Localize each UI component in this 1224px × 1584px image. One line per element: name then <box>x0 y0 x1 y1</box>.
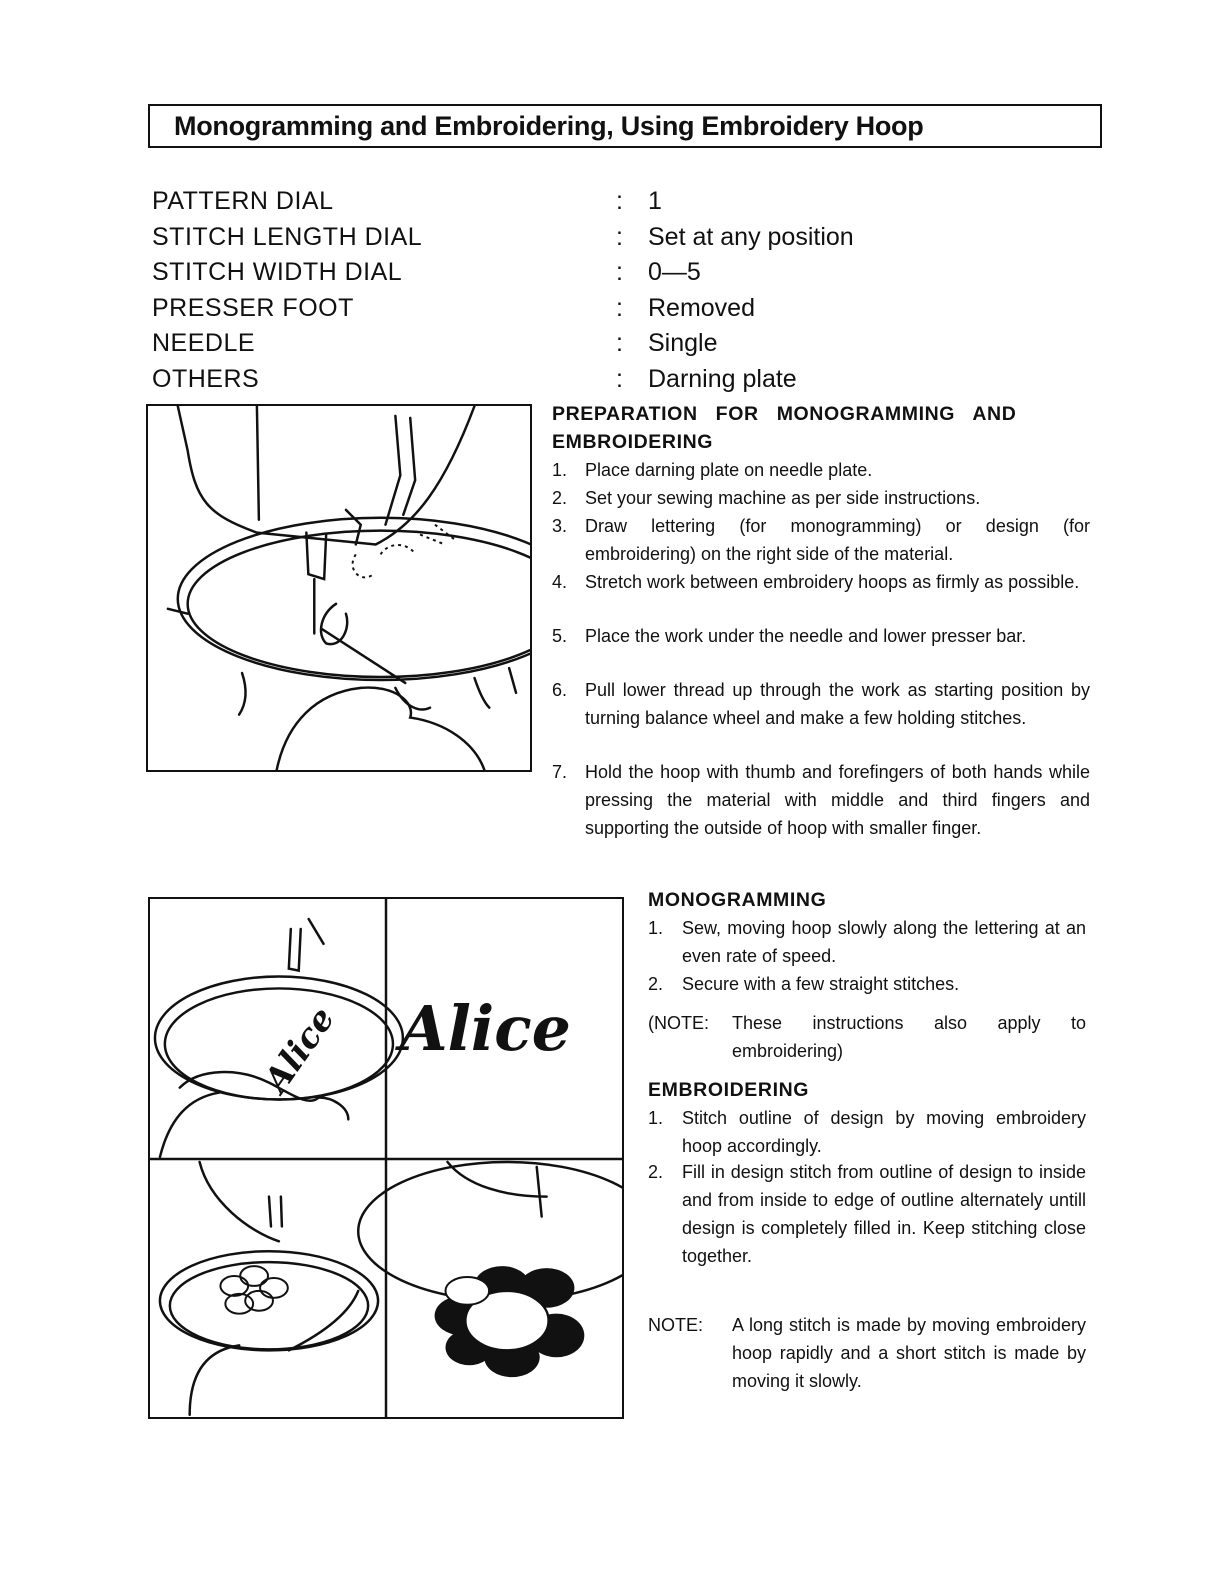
list-item-text: Stitch outline of design by moving embroidery hoop accordingly. <box>682 1108 1086 1156</box>
setting-label-needle: NEEDLE <box>152 329 256 357</box>
preparation-heading <box>552 400 1016 456</box>
note-label: NOTE: <box>648 1315 704 1335</box>
list-item-text: Sew, moving hoop slowly along the lettering at an even rate of speed. <box>682 918 1086 966</box>
page-title: Monogramming and Embroidering, Using Embroidery Hoop <box>174 111 924 141</box>
list-item-number: 1. <box>552 460 568 480</box>
alice-script-angled: Alice <box>255 999 343 1100</box>
setting-colon: : <box>616 365 623 393</box>
monogramming-heading: MONOGRAMMING <box>648 889 827 911</box>
list-item-text: Hold the hoop with thumb and forefingers of both hands while pressing the material with middle and third fingers and supporting the outside of hoop with smaller finger. <box>585 762 1090 838</box>
setting-colon: : <box>616 294 623 322</box>
embroidering-heading: EMBROIDERING <box>648 1079 810 1101</box>
alice-script-large: Alice <box>399 992 571 1065</box>
list-item-text: Secure with a few straight stitches. <box>682 974 960 994</box>
setting-label-others: OTHERS <box>152 365 260 393</box>
setting-value-others: Darning plate <box>648 365 797 393</box>
list-item-number: 2. <box>648 974 664 994</box>
hoop-under-needle-illustration <box>148 406 530 770</box>
figure-hoop-under-needle <box>146 404 532 772</box>
setting-value-stitch-width-dial: 0—5 <box>648 258 701 286</box>
list-item-number: 2. <box>552 488 568 508</box>
setting-colon: : <box>616 329 623 357</box>
setting-value-needle: Single <box>648 329 718 357</box>
list-item-text: Pull lower thread up through the work as starting position by turning balance wheel and make a few holding stitches. <box>585 680 1090 728</box>
setting-colon: : <box>616 223 623 251</box>
list-item-number: 5. <box>552 626 568 646</box>
setting-value-stitch-length-dial: Set at any position <box>648 223 854 251</box>
list-item-text: Place the work under the needle and lower presser bar. <box>585 626 1027 646</box>
list-item-text: Draw lettering (for monogramming) or design (for embroidering) on the right side of the material. <box>585 516 1090 564</box>
note-label: (NOTE: <box>648 1013 709 1033</box>
setting-value-pattern-dial: 1 <box>648 187 662 215</box>
grid-illustration <box>150 899 622 1417</box>
preparation-heading-line2: EMBROIDERING <box>552 431 714 453</box>
setting-colon: : <box>616 187 623 215</box>
preparation-heading-line1: PREPARATION FOR MONOGRAMMING AND <box>552 403 1017 425</box>
list-item-number: 7. <box>552 762 568 782</box>
list-item-text: Place darning plate on needle plate. <box>585 460 873 480</box>
list-item-number: 6. <box>552 680 568 700</box>
setting-label-pattern-dial: PATTERN DIAL <box>152 187 334 215</box>
list-item-text: Set your sewing machine as per side instructions. <box>585 488 981 508</box>
setting-label-stitch-length-dial: STITCH LENGTH DIAL <box>152 223 423 251</box>
list-item-number: 1. <box>648 918 664 938</box>
list-item-number: 4. <box>552 572 568 592</box>
list-item-number: 3. <box>552 516 568 536</box>
figure-monogram-embroider-grid <box>148 897 624 1419</box>
note-text: A long stitch is made by moving embroidery hoop rapidly and a short stitch is made by moving it slowly. <box>732 1315 1086 1391</box>
setting-value-presser-foot: Removed <box>648 294 755 322</box>
list-item-number: 1. <box>648 1108 664 1128</box>
list-item-text: Fill in design stitch from outline of design to inside and from inside to edge of outline alternately untill design is completely filled in. Keep stitching close together. <box>682 1162 1086 1266</box>
list-item-number: 2. <box>648 1162 664 1182</box>
setting-label-stitch-width-dial: STITCH WIDTH DIAL <box>152 258 403 286</box>
note-text: These instructions also apply to embroidering) <box>732 1013 1086 1061</box>
list-item-text: Stretch work between embroidery hoops as firmly as possible. <box>585 572 1080 592</box>
setting-label-presser-foot: PRESSER FOOT <box>152 294 354 322</box>
setting-colon: : <box>616 258 623 286</box>
